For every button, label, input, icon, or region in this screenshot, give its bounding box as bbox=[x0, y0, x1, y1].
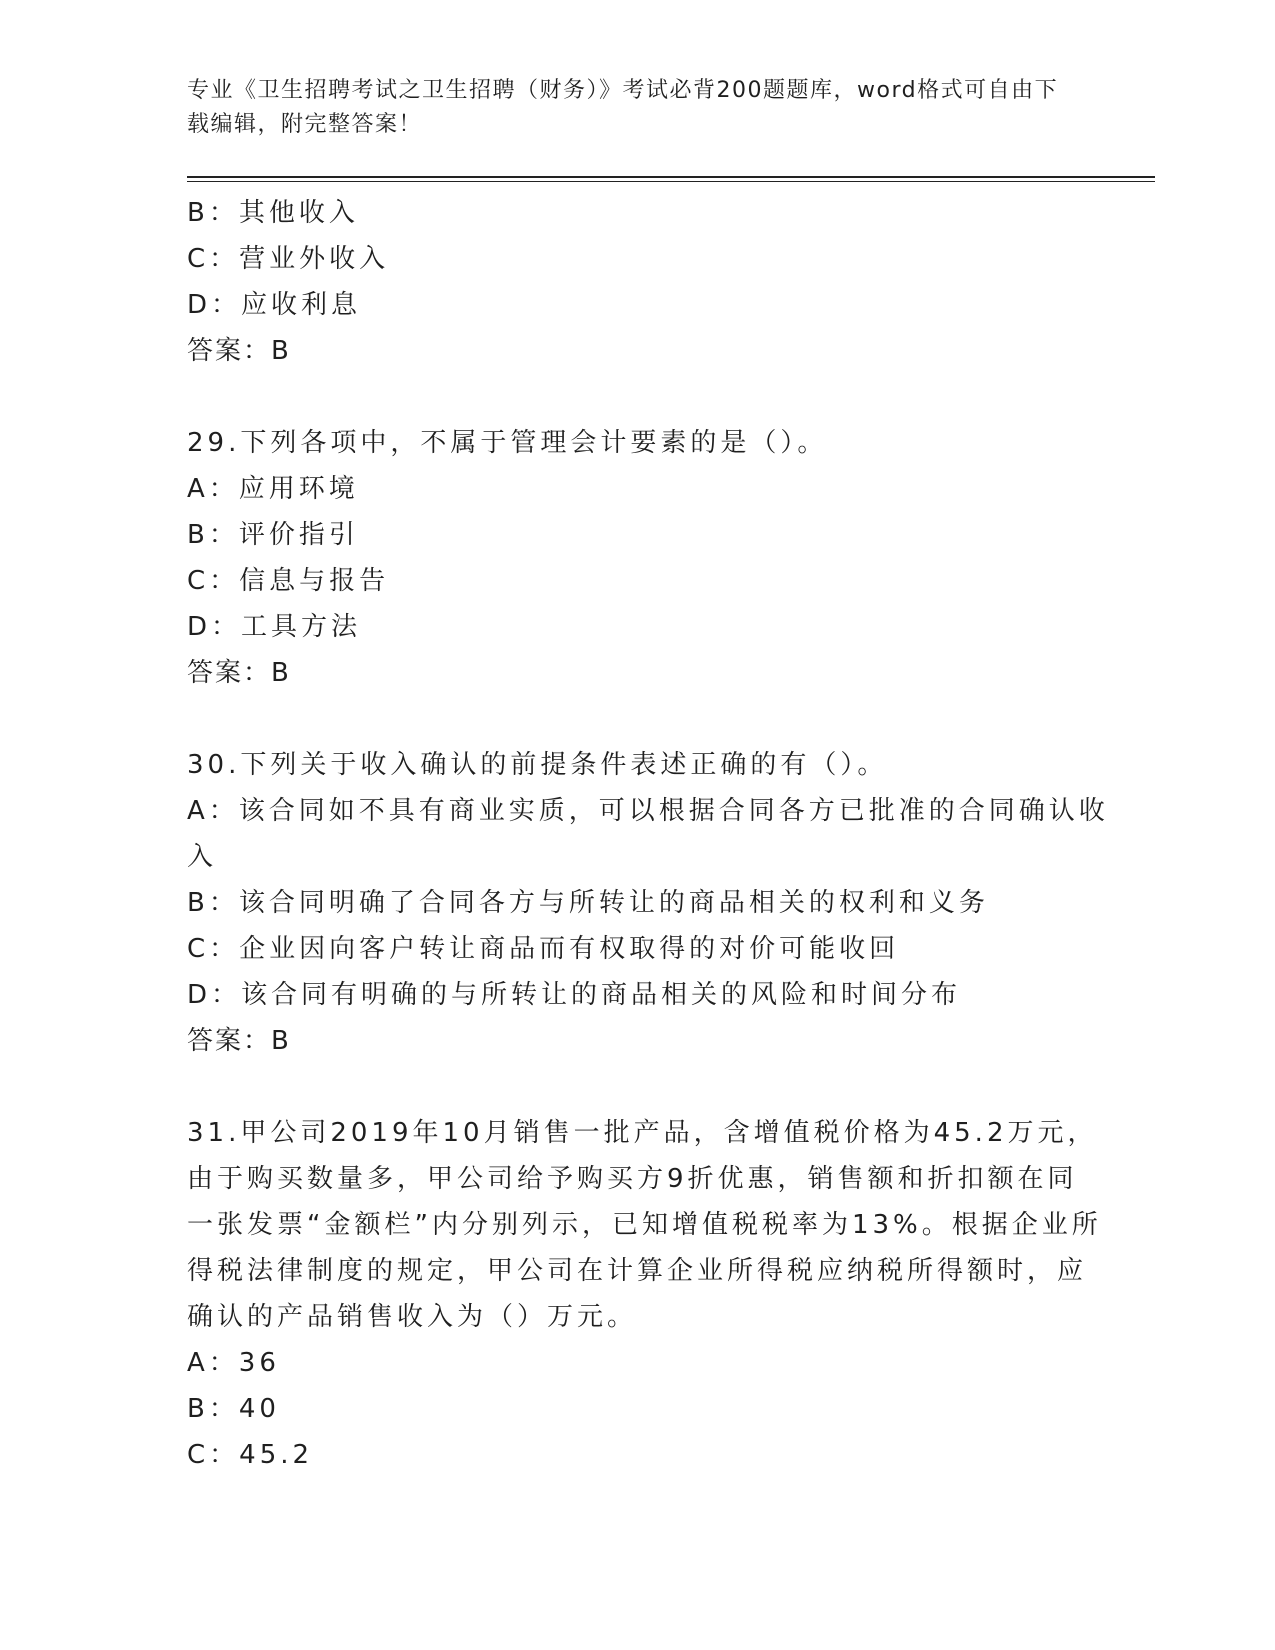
option-b: B：评价指引 bbox=[187, 520, 359, 550]
option-c: C：营业外收入 bbox=[187, 244, 390, 274]
option-c: C：45.2 bbox=[187, 1440, 314, 1470]
option-a: A：36 bbox=[187, 1348, 280, 1378]
option-b: B：该合同明确了合同各方与所转让的商品相关的权利和义务 bbox=[187, 888, 989, 918]
option-d: D：工具方法 bbox=[187, 612, 362, 642]
question-text: 29.下列各项中，不属于管理会计要素的是（）。 bbox=[187, 428, 828, 458]
question-text: 30.下列关于收入确认的前提条件表述正确的有（）。 bbox=[187, 750, 888, 780]
answer: 答案：B bbox=[187, 658, 291, 688]
question-31 bbox=[187, 1110, 1102, 1478]
option-a-line2: 入 bbox=[187, 842, 218, 872]
question-list bbox=[187, 190, 1109, 1478]
option-a: A：应用环境 bbox=[187, 474, 359, 504]
option-c: C：信息与报告 bbox=[187, 566, 390, 596]
answer: 答案：B bbox=[187, 1026, 291, 1056]
question-29 bbox=[187, 420, 1087, 696]
option-d: D：该合同有明确的与所转让的商品相关的风险和时间分布 bbox=[187, 980, 962, 1010]
option-a-line1: A：该合同如不具有商业实质，可以根据合同各方已批准的合同确认收 bbox=[187, 796, 1109, 826]
question-28 bbox=[187, 190, 1087, 374]
option-c: C：企业因向客户转让商品而有权取得的对价可能收回 bbox=[187, 934, 900, 964]
header-rule-thick bbox=[187, 176, 1155, 178]
spacer bbox=[187, 1064, 1087, 1110]
question-text-line5: 确认的产品销售收入为（）万元。 bbox=[187, 1302, 638, 1332]
question-text-line1: 31.甲公司2019年10月销售一批产品，含增值税价格为45.2万元， bbox=[187, 1118, 1098, 1148]
answer: 答案：B bbox=[187, 336, 291, 366]
question-30 bbox=[187, 742, 1109, 1064]
spacer bbox=[187, 374, 1087, 420]
spacer bbox=[187, 696, 1087, 742]
question-text-line3: 一张发票“金额栏”内分别列示，已知增值税税率为13%。根据企业所 bbox=[187, 1210, 1102, 1240]
option-b: B：40 bbox=[187, 1394, 280, 1424]
question-text-line2: 由于购买数量多，甲公司给予购买方9折优惠，销售额和折扣额在同 bbox=[187, 1164, 1078, 1194]
option-b: B：其他收入 bbox=[187, 198, 359, 228]
question-text-line4: 得税法律制度的规定，甲公司在计算企业所得税应纳税所得额时，应 bbox=[187, 1256, 1088, 1286]
header-rule-thin bbox=[187, 181, 1155, 182]
document-header: 专业《卫生招聘考试之卫生招聘（财务）》考试必背200题题库，word格式可自由下载编辑，附完整答案！ bbox=[187, 78, 1059, 137]
option-d: D：应收利息 bbox=[187, 290, 362, 320]
